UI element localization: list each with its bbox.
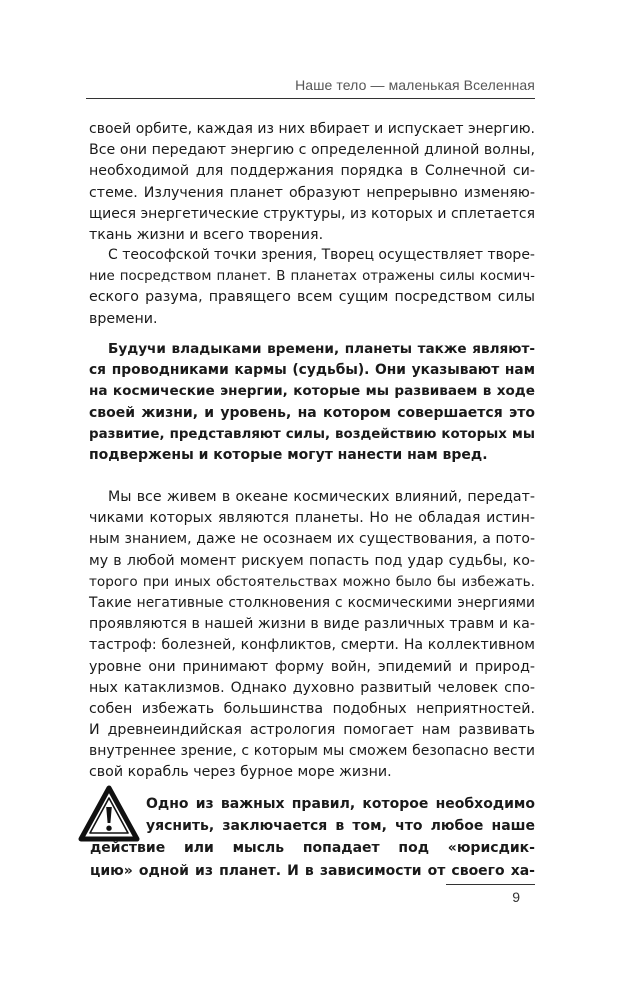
text-line: проявляются в нашей жизни в виде различных травм и ка- [89,616,535,633]
text-line: своей орбите, каждая из них вбирает и испускает энергию. [89,121,535,137]
text-line: внутреннее зрение, с которым мы сможем безопасно вести [89,743,535,760]
text-line: своей жизни, и уровень, на котором совершается это [89,404,535,421]
text-line: му в любой момент рискуем попасть под удар судьбы, ко- [89,552,535,569]
paragraph-2 [89,245,535,330]
text-line: ся проводниками кармы (судьбы). Они указывают нам [89,362,535,379]
text-line: уровне они принимают форму войн, эпидемий и природ- [89,658,535,675]
paragraph-1 [89,119,535,246]
page-number: 9 [512,889,520,905]
text-line: Все они передают энергию с определенной длиной волны, [89,142,535,159]
text-line: уяснить, заключается в том, что любое наше [146,818,535,835]
text-line: торого при иных обстоятельствах можно было бы избежать. [89,573,535,590]
text-line: времени. [89,310,158,327]
text-line: собен избежать большинства подобных неприятностей. [89,700,535,717]
text-line: на космические энергии, которые мы развиваем в ходе [89,383,535,400]
text-line: С теософской точки зрения, Творец осуществляет творе- [108,247,535,263]
text-line: Одно из важных правил, которое необходимо [146,796,535,812]
text-line: цию» одной из планет. И в зависимости от своего ха- [90,862,535,879]
text-line: щиеся энергетические структуры, из которых и сплетается [89,205,535,222]
footer-rule [446,884,535,885]
text-line: И древнеиндийская астрология помогает нам развивать [89,722,535,739]
text-line: еского разума, правящего всем сущим посредством силы [89,289,535,306]
paragraph-4 [89,487,535,784]
text-line: Такие негативные столкновения с космическими энергиями [89,594,535,611]
paragraph-3-bold [89,339,535,466]
text-line: ных катаклизмов. Однако духовно развитый человек спо- [89,679,535,696]
text-line: необходимой для поддержания порядка в Солнечной си- [89,163,535,180]
text-line: действие или мысль попадает под «юрисдик- [90,840,535,857]
text-line: подвержены и которые могут нанести нам вред. [89,446,488,463]
text-line: ние посредством планет. В планетах отражены силы космич- [89,269,535,285]
header-rule [86,98,535,99]
text-line: развитие, представляют силы, воздействию которых мы [89,426,535,442]
text-line: стеме. Излучения планет образуют непрерывно изменяю- [89,184,535,201]
text-line: ткань жизни и всего творения. [89,226,324,243]
running-head: Наше тело — маленькая Вселенная [295,77,535,93]
text-line: Мы все живем в океане космических влияний, передат- [108,489,535,505]
text-line: чиками которых являются планеты. Но не обладая истин- [89,510,535,527]
text-line: свой корабль через бурное море жизни. [89,764,392,781]
text-line: ным знанием, даже не осознаем их существования, а пото- [89,531,535,548]
warning-triangle-icon [78,785,140,843]
text-line: Будучи владыками времени, планеты также являют- [108,341,535,357]
warning-text [90,793,535,882]
text-line: тастроф: болезней, конфликтов, смерти. На коллективном [89,637,535,654]
